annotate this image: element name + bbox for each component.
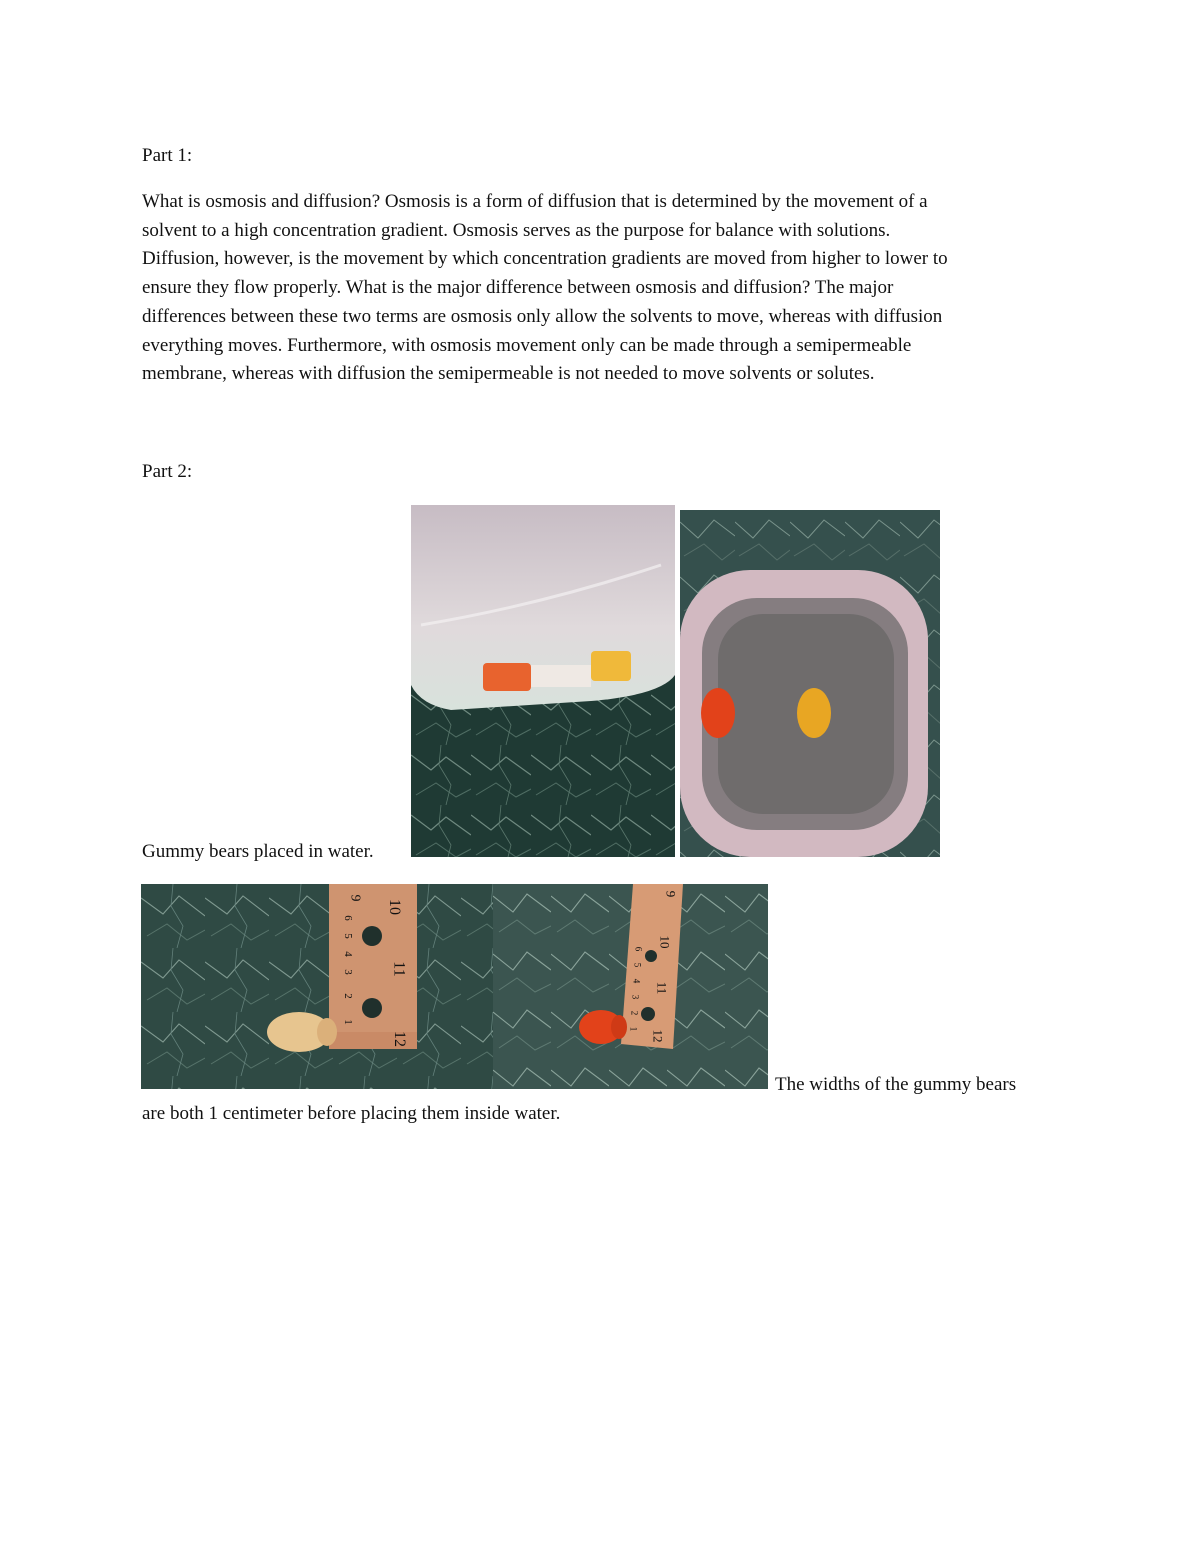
ruler-small-number: 2 xyxy=(629,1010,640,1016)
ruler-small-number: 1 xyxy=(628,1026,639,1032)
paragraph-line: What is osmosis and diffusion? Osmosis is a form of diffusion that is determined by the movement of a xyxy=(142,191,928,212)
part1-paragraph xyxy=(142,188,1072,389)
caption-widths-line2: are both 1 centimeter before placing them inside water. xyxy=(142,1103,561,1124)
ruler-number: 10 xyxy=(657,935,673,949)
photo-container-side-view xyxy=(411,505,675,857)
ruler-number: 11 xyxy=(390,961,408,977)
paragraph-line: differences between these two terms are osmosis only allow the solvents to move, whereas with diffusion xyxy=(142,305,943,327)
ruler-number: 10 xyxy=(386,899,403,915)
ruler-small-number: 4 xyxy=(341,951,354,957)
ruler-small-number: 6 xyxy=(633,946,644,952)
paragraph-line: ensure they flow properly. What is the major difference between osmosis and diffusion? The major xyxy=(142,277,894,299)
ruler-small-number: 4 xyxy=(631,978,642,984)
ruler-small-number: 3 xyxy=(630,994,641,1000)
ruler-small-number: 6 xyxy=(341,915,354,921)
ruler-small-number: 3 xyxy=(341,969,354,975)
ruler-small-number: 2 xyxy=(341,993,354,999)
ruler-number: 12 xyxy=(650,1029,666,1043)
ruler-number: 11 xyxy=(654,981,670,995)
paragraph-line: everything moves. Furthermore, with osmosis movement only can be made through a semipermeable xyxy=(142,334,912,356)
caption-widths-line1: The widths of the gummy bears xyxy=(775,1074,1017,1095)
ruler-number: 9 xyxy=(663,890,679,898)
part1-heading: Part 1: xyxy=(142,145,193,166)
caption-gummy-in-water: Gummy bears placed in water. xyxy=(142,841,374,862)
photo-container-top-view xyxy=(680,510,940,857)
paragraph-line: solvent to a high concentration gradient. Osmosis serves as the purpose for balance with solutions. xyxy=(142,219,891,241)
part2-heading: Part 2: xyxy=(142,461,193,482)
ruler-number: 9 xyxy=(347,894,363,902)
ruler-number: 12 xyxy=(391,1031,408,1047)
photo-ruler-clear-bear xyxy=(141,884,493,1089)
paragraph-line: membrane, whereas with diffusion the semipermeable is not needed to move solvents or solutes. xyxy=(142,363,875,385)
ruler-small-number: 1 xyxy=(341,1019,354,1025)
paragraph-line: Diffusion, however, is the movement by which concentration gradients are moved from higher to lower to xyxy=(142,248,948,270)
photo-ruler-red-bear xyxy=(493,884,768,1089)
ruler-small-number: 5 xyxy=(632,962,643,968)
ruler-small-number: 5 xyxy=(341,933,354,939)
